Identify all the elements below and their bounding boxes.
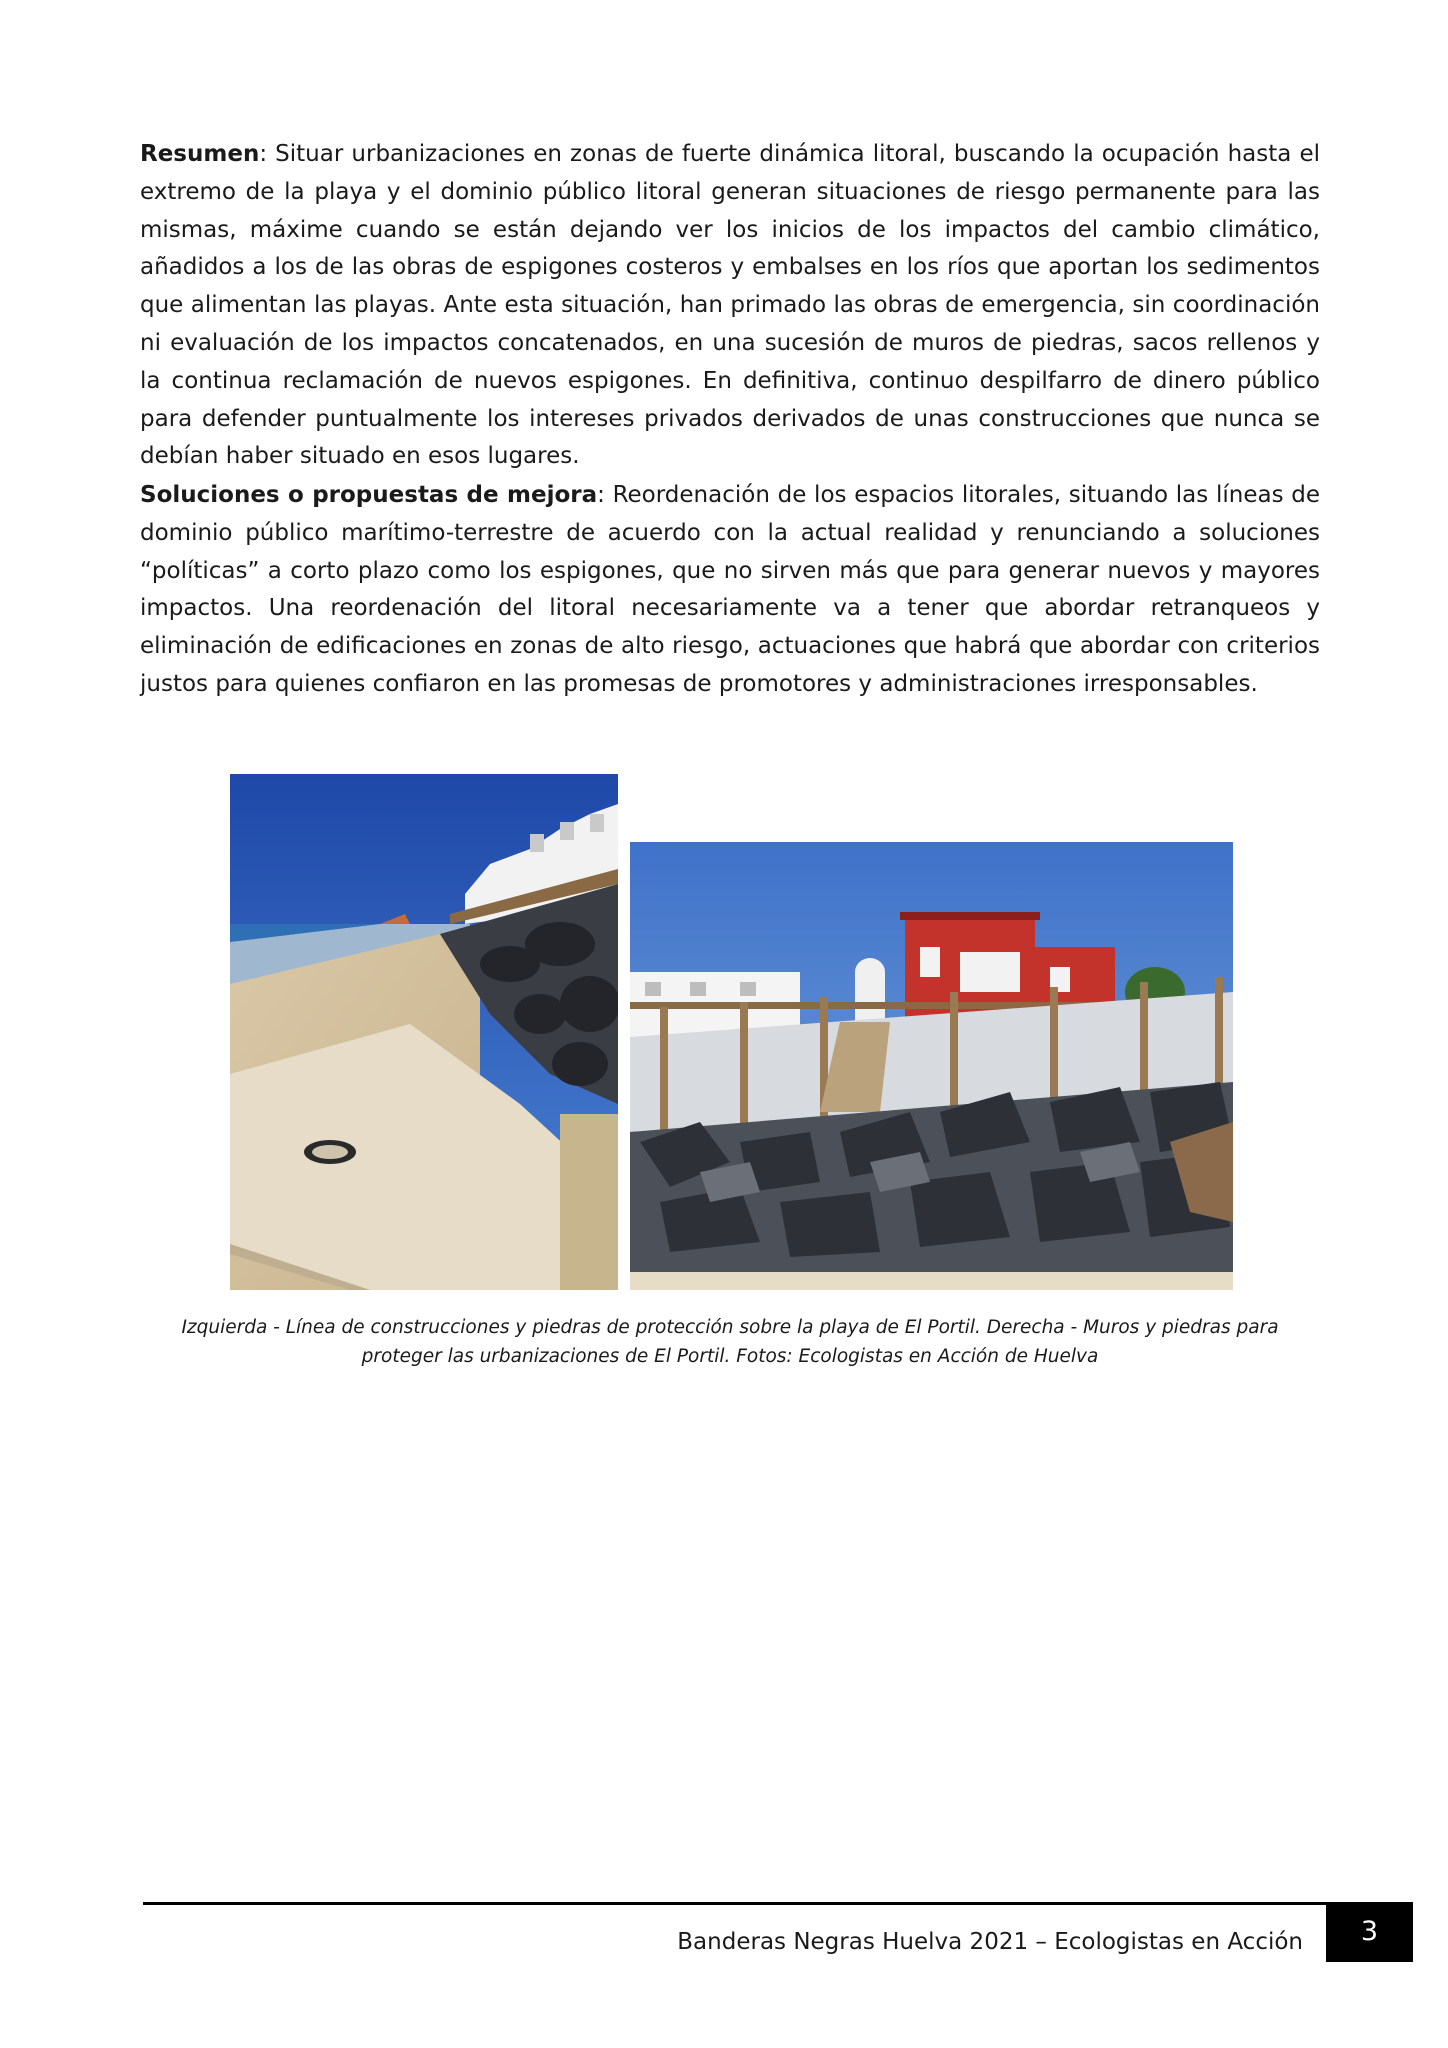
figure-caption: Izquierda - Línea de construcciones y piedras de protección sobre la playa de El Portil. Derecha - Muros y piedras para proteger las urbanizaciones de El Portil. Fotos: Ecologistas en Acción de Huelva: [181, 1317, 1279, 1367]
page-number: 3: [1326, 1902, 1413, 1962]
photo-walls-and-stones: [630, 842, 1233, 1290]
summary-label: Resumen: [140, 141, 260, 167]
footer-rule: [143, 1902, 1326, 1905]
solutions-text: : Reordenación de los espacios litorales, situando las líneas de dominio público marítimo-terrestre de acuerdo con la actual realidad y renunciando a soluciones “políticas” a corto plazo como los espigones, que no sirven más que para generar nuevos y mayores impactos. Una reordenación del litoral necesariamente va a tener que abordar retranqueos y eliminación de edificaciones en zonas de alto riesgo, actuaciones que habrá que abordar con criterios justos para quienes confiaron en las promesas de promotores y administraciones irresponsables.: [140, 482, 1320, 697]
solutions-label: Soluciones o propuestas de mejora: [140, 482, 598, 508]
footer-title: Banderas Negras Huelva 2021 – Ecologistas en Acción: [677, 1929, 1303, 1955]
summary-paragraph: [140, 136, 1320, 476]
photo-beach-construction-line: [230, 774, 618, 1290]
solutions-paragraph: [140, 477, 1320, 704]
summary-text: : Situar urbanizaciones en zonas de fuerte dinámica litoral, buscando la ocupación hasta el extremo de la playa y el dominio público litoral generan situaciones de riesgo permanente para las mismas, máxime cuando se están dejando ver los inicios de los impactos del cambio climático, añadidos a los de las obras de espigones costeros y embalses en los ríos que aportan los sedimentos que alimentan las playas. Ante esta situación, han primado las obras de emergencia, sin coordinación ni evaluación de los impactos concatenados, en una sucesión de muros de piedras, sacos rellenos y la continua reclamación de nuevos espigones. En definitiva, continuo despilfarro de dinero público para defender puntualmente los intereses privados derivados de unas construcciones que nunca se debían haber situado en esos lugares.: [140, 141, 1320, 470]
